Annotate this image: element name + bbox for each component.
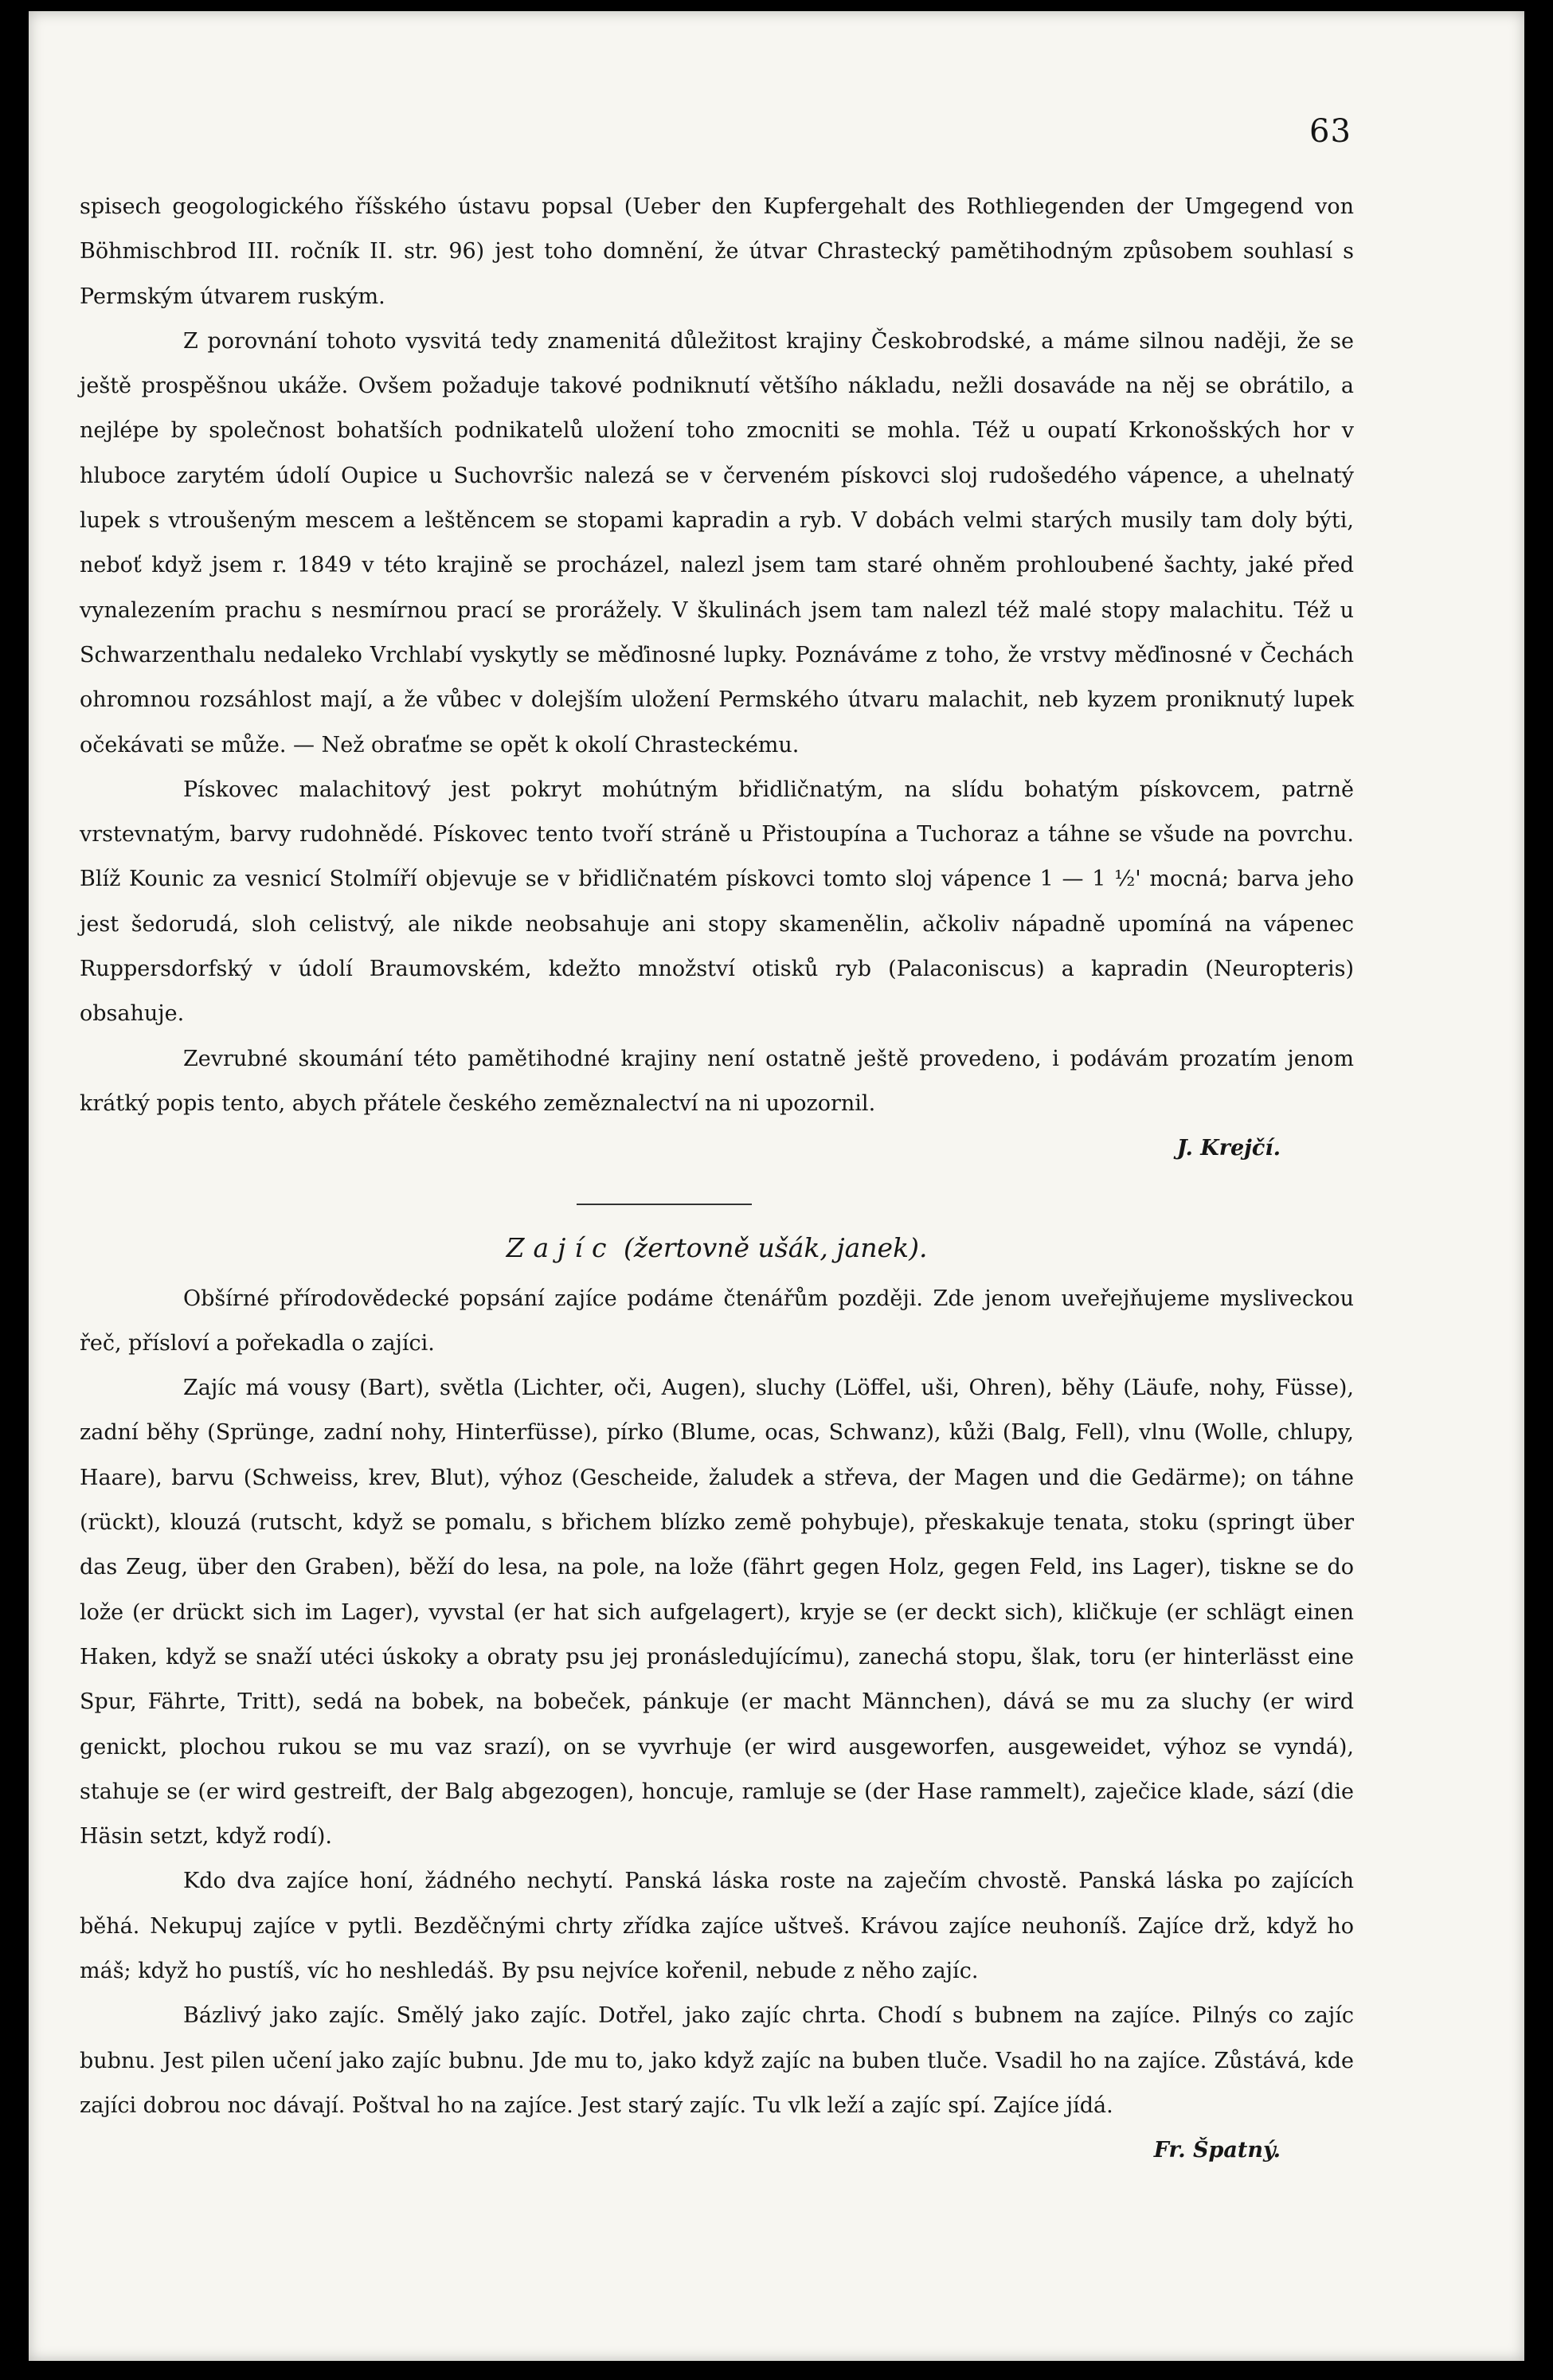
paragraph: Bázlivý jako zajíc. Smělý jako zajíc. Dotřel, jako zajíc chrta. Chodí s bubnem na zajíce. Pilnýs co zajíc bubnu. Jest pilen učení jako zajíc bubnu. Jde mu to, jako když zajíc na buben tluče. Vsadil ho na zajíce. Zůstává, kde zajíci dobrou noc dávají. Poštval ho na zajíce. Jest starý zajíc. Tu vlk leží a zajíc spí. Zajíce jídá. — [80, 2003, 1354, 2118]
page-number: 63 — [1309, 113, 1352, 150]
paragraph: Kdo dva zajíce honí, žádného nechytí. Panská láska roste na zaječím chvostě. Panská láska po zajících běhá. Nekupuj zajíce v pytli. Bezděčnými chrty zřídka zajíce uštveš. Krávou zajíce neuhoníš. Zajíce drž, když ho máš; když ho pustíš, víc ho neshledáš. By psu nejvíce kořenil, nebude z něho zajíc. — [80, 1869, 1354, 1983]
title-subtitle: (žertovně ušák, janek). — [623, 1231, 928, 1263]
paragraph: spisech geogologického říšského ústavu popsal (Ueber den Kupfergehalt des Rothliegenden der Umgegend von Böhmischbrod III. ročník II. str. 96) jest toho domnění, že útvar Chrastecký pamětihodným způsobem souhlasí s Permským útvarem ruským. — [80, 194, 1354, 309]
author-signature: Fr. Špatný. — [1153, 2138, 1281, 2163]
paragraph: Z porovnání tohoto vysvitá tedy znamenitá důležitost krajiny Českobrodské, a máme silnou naději, že se ještě prospěšnou ukáže. Ovšem požaduje takové podniknutí většího nákladu, nežli dosaváde na něj se obrátilo, a nejlépe by společnost bohatších podnikatelů uložení toho zmocniti se mohla. Též u oupatí Krkonošských hor v hluboce zarytém údolí Oupice u Suchovršic nalezá se v červeném pískovci sloj rudošedého vápence, a uhelnatý lupek s vtroušeným mescem a leštěncem se stopami kapradin a ryb. V dobách velmi starých musily tam doly býti, neboť když jsem r. 1849 v této krajině se procházel, nalezl jsem tam staré ohněm prohloubené šachty, jaké před vynalezením prachu s nesmírnou prací se prorážely. V škulinách jsem tam nalezl též malé stopy malachitu. Též u Schwarzenthalu nedaleko Vrchlabí vyskytly se měďinosné lupky. Poznáváme z toho, že vrstvy měďinosné v Čechách ohromnou rozsáhlost mají, a že vůbec v dolejším uložení Permského útvaru malachit, neb kyzem proniknutý lupek očekávati se může. — Než obraťme se opět k okolí Chrasteckému. — [80, 328, 1354, 757]
paragraph: Zajíc má vousy (Bart), světla (Lichter, oči, Augen), sluchy (Löffel, uši, Ohren), běhy (Läufe, nohy, Füsse), zadní běhy (Sprünge, zadní nohy, Hinterfüsse), pírko (Blume, ocas, Schwanz), kůži (Balg, Fell), vlnu (Wolle, chlupy, Haare), barvu (Schweiss, krev, Blut), výhoz (Gescheide, žaludek a střeva, der Magen und die Gedärme); on táhne (rückt), klouzá (rutscht, když se pomalu, s břichem blízko země pohybuje), přeskakuje tenata, stoku (springt über das Zeug, über den Graben), běží do lesa, na pole, na lože (fährt gegen Holz, gegen Feld, ins Lager), tiskne se do lože (er drückt sich im Lager), vyvstal (er hat sich aufgelagert), kryje se (er deckt sich), kličkuje (er schlägt einen Haken, když se snaží utéci úskoky a obraty psu jej pronásledujícímu), zanechá stopu, šlak, toru (er hinterlässt eine Spur, Fährte, Tritt), sedá na bobek, na bobeček, pánkuje (er macht Männchen), dává se mu za sluchy (er wird genickt, plochou rukou se mu vaz srazí), on se vyvrhuje (er wird ausgeworfen, ausgeweidet, výhoz se vyndá), stahuje se (er wird gestreift, der Balg abgezogen), honcuje, ramluje se (der Hase rammelt), zaječice klade, sází (die Häsin setzt, když rodí). — [80, 1376, 1354, 1850]
paragraph: Pískovec malachitový jest pokryt mohútným břidličnatým, na slídu bohatým pískovcem, patrně vrstevnatým, barvy rudohnědé. Pískovec tento tvoří stráně u Přistoupína a Tuchoraz a táhne se všude na povrchu. Blíž Kounic za vesnicí Stolmíří objevuje se v břidličnatém pískovci tomto sloj vápence 1 — 1 ½' mocná; barva jeho jest šedorudá, sloh celistvý, ale nikde neobsahuje ani stopy skamenělin, ačkoliv nápadně upomíná na vápenec Ruppersdorfský v údolí Braumovském, kdežto množství otisků ryb (Palaconiscus) a kapradin (Neuropteris) obsahuje. — [80, 777, 1354, 1027]
section-divider — [577, 1204, 752, 1205]
article-title — [80, 1226, 1354, 1270]
paragraph: Zevrubné skoumání této pamětihodné krajiny není ostatně ještě provedeno, i podávám prozatím jenom krátký popis tento, abych přátele českého zeměznalectví na ni upozornil. — [80, 1046, 1354, 1116]
document-page — [29, 11, 1524, 2361]
paragraph: Obšírné přírodovědecké popsání zajíce podáme čtenářům později. Zde jenom uveřejňujeme mysliveckou řeč, přísloví a pořekadla o zajíci. — [80, 1286, 1354, 1356]
title-main: Zajíc — [506, 1231, 616, 1263]
author-signature: J. Krejčí. — [1176, 1136, 1281, 1161]
page-body — [80, 185, 1354, 2173]
